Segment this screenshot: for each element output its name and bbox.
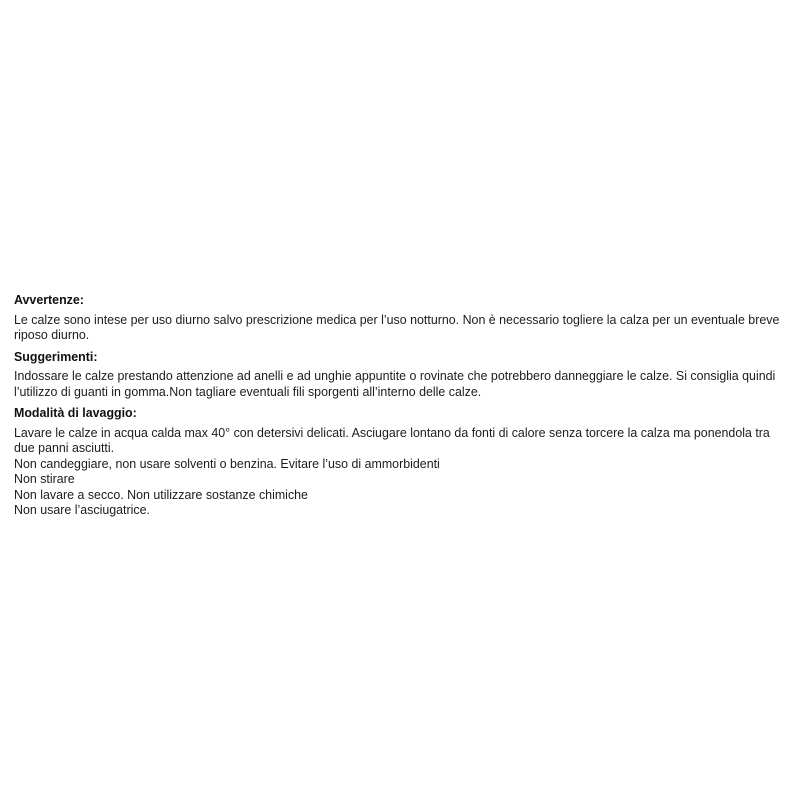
section-suggerimenti <box>14 349 786 400</box>
lavaggio-paragraph-asciugatrice: Non usare l’asciugatrice. <box>14 502 150 517</box>
lavaggio-paragraph-stirare: Non stirare <box>14 471 75 486</box>
avvertenze-heading: Avvertenze: <box>14 292 84 307</box>
avvertenze-paragraph: Le calze sono intese per uso diurno salvo prescrizione medica per l’uso notturno. Non è necessario togliere la calza per un eventuale breve riposo diurno. <box>14 311 780 342</box>
section-avvertenze <box>14 292 786 343</box>
lavaggio-paragraph-candeggiare: Non candeggiare, non usare solventi o benzina. Evitare l’uso di ammorbidenti <box>14 455 440 471</box>
lavaggio-paragraph-lavare: Lavare le calze in acqua calda max 40° con detersivi delicati. Asciugare lontano da fonti di calore senza torcere la calza ma ponendola tra due panni asciutti. <box>14 424 770 455</box>
modalita-di-lavaggio-heading: Modalità di lavaggio: <box>14 405 137 420</box>
lavaggio-paragraph-secco: Non lavare a secco. Non utilizzare sostanze chimiche <box>14 486 308 502</box>
suggerimenti-heading: Suggerimenti: <box>14 348 98 364</box>
care-instructions-document <box>14 292 786 524</box>
section-modalita-di-lavaggio <box>14 405 786 518</box>
suggerimenti-paragraph: Indossare le calze prestando attenzione ad anelli e ad unghie appuntite o rovinate che potrebbero danneggiare le calze. Si consiglia quindi l’utilizzo di guanti in gomma.Non tagliare eventuali fili sporgenti all’interno delle calze. <box>14 368 776 399</box>
